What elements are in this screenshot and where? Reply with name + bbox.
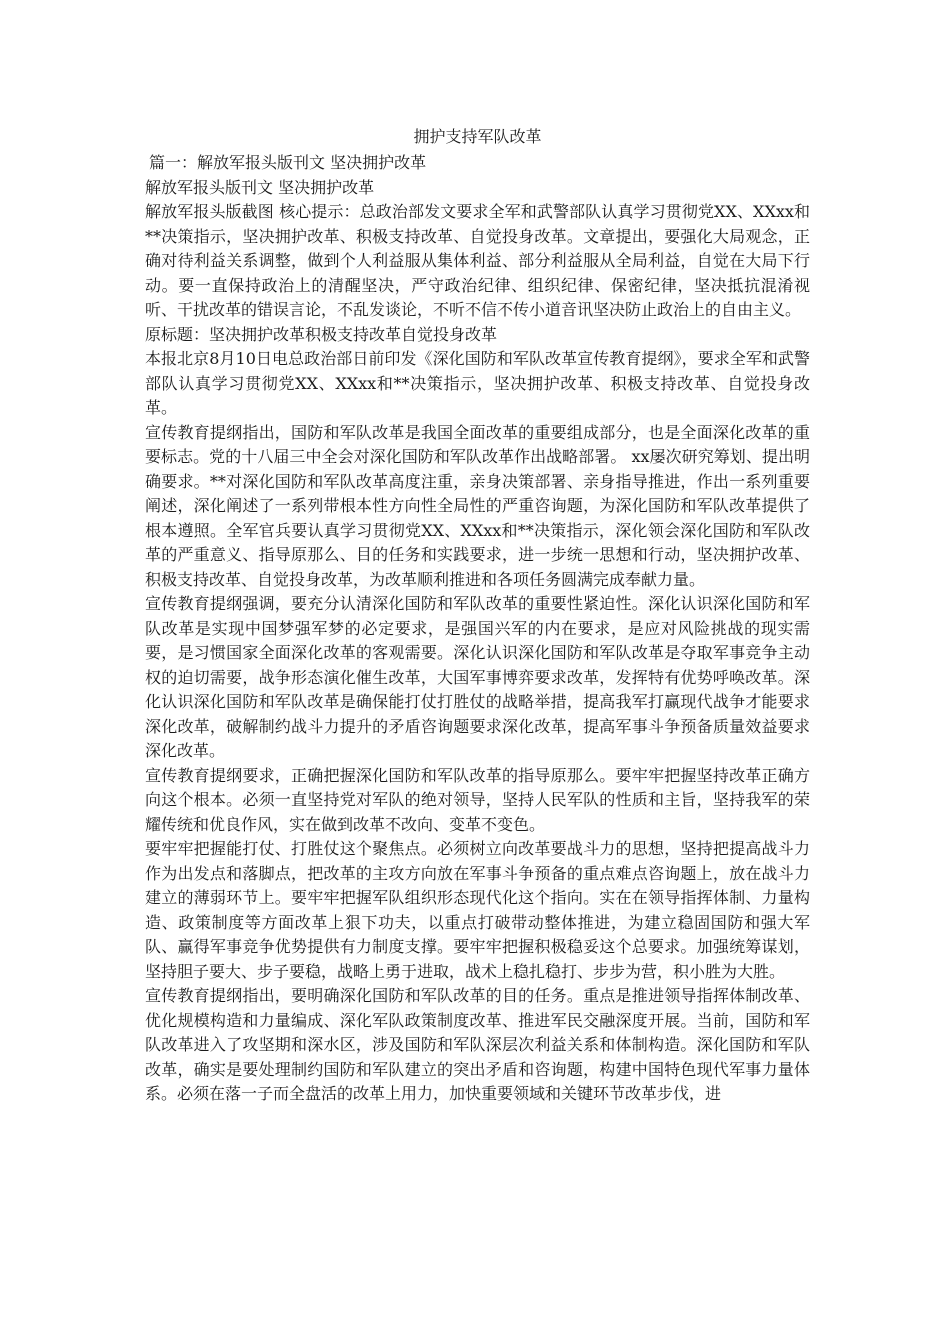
paragraph-6: 宣传教育提纲要求，正确把握深化国防和军队改革的指导原那么。要牢牢把握坚持改革正确方向这个根本。必须一直坚持党对军队的绝对领导，坚持人民军队的性质和主旨，坚持我军的荣耀传统和优良作风，实在做到改革不改向、变革不变色。 <box>145 765 810 834</box>
document-page <box>145 125 810 1107</box>
paragraph-3: 本报北京8月10日电总政治部日前印发《深化国防和军队改革宣传教育提纲》，要求全军和武警部队认真学习贯彻党XX、XXxx和**决策指示，坚决拥护改革、积极支持改革、自觉投身改革。 <box>145 349 810 417</box>
paragraph-2: 原标题：坚决拥护改革积极支持改革自觉投身改革 <box>145 324 498 344</box>
paragraph-4: 宣传教育提纲指出，国防和军队改革是我国全面改革的重要组成部分，也是全面深化改革的重要标志。党的十八届三中全会对深化国防和军队改革作出战略部署。 xx屡次研究筹划、提出明确要求。**对深化国防和军队改革高度注重，亲身决策部署、亲身指导推进，作出一系列重要阐述，深化阐述了一系列带根本性方向性全局性的严重咨询题，为深化国防和军队改革提供了根本遵照。全军官兵要认真学习贯彻党XX、XXxx和**决策指示，深化领会深化国防和军队改革的严重意义、指导原那么、目的任务和实践要求，进一步统一思想和行动，坚决拥护改革、积极支持改革、自觉投身改革，为改革顺利推进和各项任务圆满完成奉献力量。 <box>145 422 810 589</box>
subheading: 解放军报头版刊文 坚决拥护改革 <box>145 177 375 197</box>
paragraph-5: 宣传教育提纲强调，要充分认清深化国防和军队改革的重要性紧迫性。深化认识深化国防和军队改革是实现中国梦强军梦的必定要求，是强国兴军的内在要求，是应对风险挑战的现实需要，是习惯国家全面深化改革的客观需要。深化认识深化国防和军队改革是夺取军事竞争主动权的迫切需要，战争形态演化催生改革，大国军事博弈要求改革，发挥特有优势呼唤改革。深化认识深化国防和军队改革是确保能打仗打胜仗的战略举措，提高我军打赢现代战争才能要求深化改革，破解制约战斗力提升的矛盾咨询题要求深化改革，提高军事斗争预备质量效益要求深化改革。 <box>145 594 810 760</box>
paragraph-1: 解放军报头版截图 核心提示：总政治部发文要求全军和武警部队认真学习贯彻党XX、XXxx和**决策指示，坚决拥护改革、积极支持改革、自觉投身改革。文章提出，要强化大局观念，正确对待利益关系调整，做到个人利益服从集体利益、部分利益服从全局利益，自觉在大局下行动。要一直保持政治上的清醒坚决，严守政治纪律、组织纪律、保密纪律，坚决抵抗混淆视听、干扰改革的错误言论，不乱发谈论，不听不信不传小道音讯坚决防止政治上的自由主义。 <box>145 202 810 319</box>
paragraph-7: 要牢牢把握能打仗、打胜仗这个聚焦点。必须树立向改革要战斗力的思想，坚持把提高战斗力作为出发点和落脚点，把改革的主攻方向放在军事斗争预备的重点难点咨询题上，放在战斗力建立的薄弱环节上。要牢牢把握军队组织形态现代化这个指向。实在在领导指挥体制、力量构造、政策制度等方面改革上狠下功夫，以重点打破带动整体推进，为建立稳固国防和强大军队、赢得军事竞争优势提供有力制度支撑。要牢牢把握积极稳妥这个总要求。加强统筹谋划，坚持胆子要大、步子要稳，战略上勇于进取，战术上稳扎稳打、步步为营，积小胜为大胜。 <box>145 839 810 981</box>
section-heading: 篇一：解放军报头版刊文 坚决拥护改革 <box>149 153 427 172</box>
document-title: 拥护支持军队改革 <box>413 127 542 146</box>
paragraph-8: 宣传教育提纲指出，要明确深化国防和军队改革的目的任务。重点是推进领导指挥体制改革、优化规模构造和力量编成、深化军队政策制度改革、推进军民交融深度开展。当前，国防和军队改革进入了攻坚期和深水区，涉及国防和军队深层次利益关系和体制构造。深化国防和军队改革，确实是要处理制约国防和军队建立的突出矛盾和咨询题，构建中国特色现代军事力量体系。必须在落一子而全盘活的改革上用力，加快重要领域和关键环节改革步伐，进 <box>145 986 810 1103</box>
